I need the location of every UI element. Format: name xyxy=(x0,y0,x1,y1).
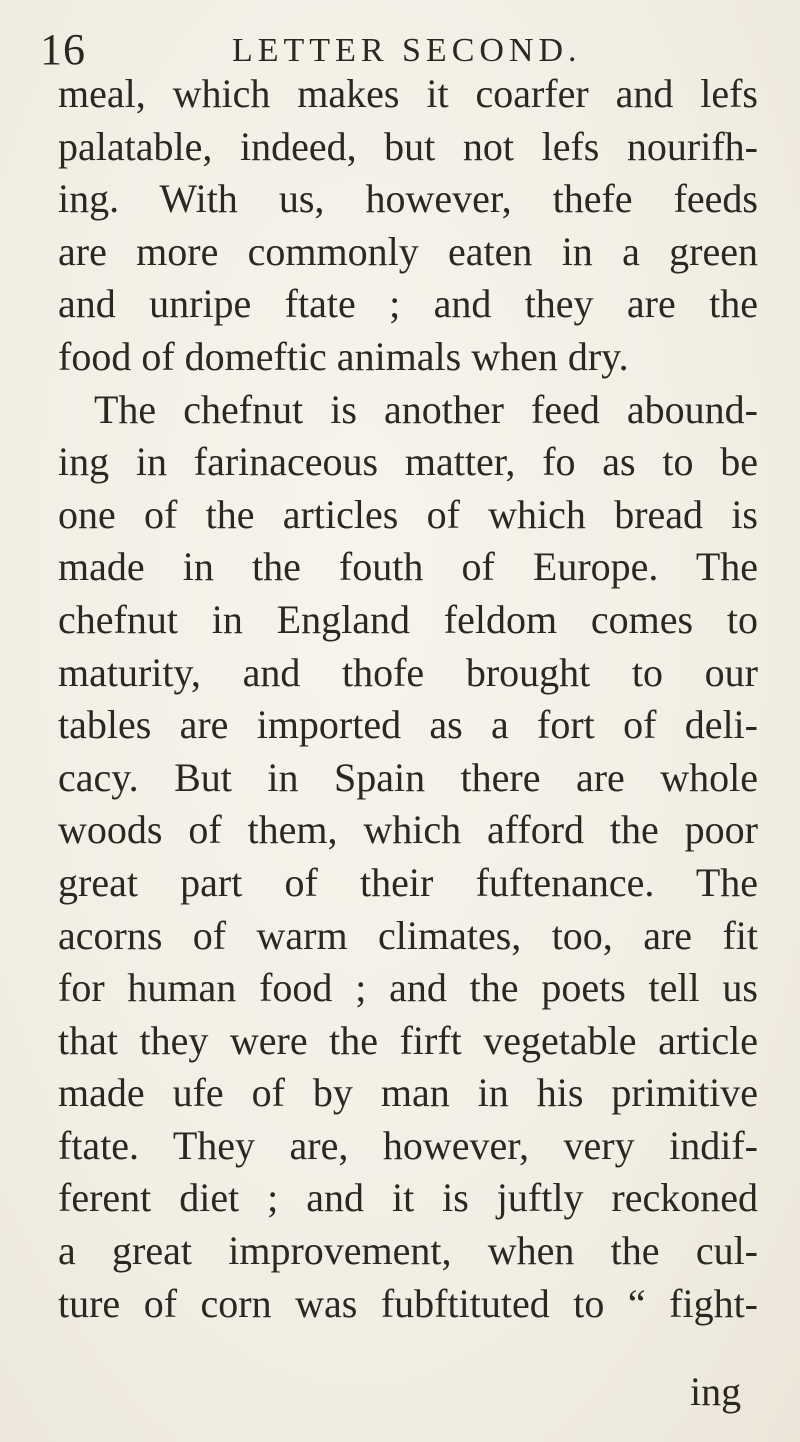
text-line: ftate. They are, however, very indif- xyxy=(58,1122,758,1168)
running-head: LETTER SECOND. xyxy=(232,32,582,69)
body-text xyxy=(58,68,758,1330)
text-line: woods of them, which afford the poor xyxy=(58,807,758,853)
text-line: tables are imported as a fort of deli- xyxy=(58,702,758,748)
text-line: and unripe ftate ; and they are the xyxy=(58,281,758,327)
text-line: ferent diet ; and it is juftly reckoned xyxy=(58,1175,758,1221)
text-line: ing in farinaceous matter, fo as to be xyxy=(58,439,758,485)
text-line: meal, which makes it coarfer and lefs xyxy=(58,71,758,116)
text-line: one of the articles of which bread is xyxy=(58,491,758,537)
text-line: acorns of warm climates, too, are fit xyxy=(58,912,758,958)
text-line: ture of corn was fubftituted to “ fight- xyxy=(58,1280,758,1326)
text-line: chefnut in England feldom comes to xyxy=(58,596,758,642)
page-number: 16 xyxy=(40,25,86,74)
text-line: ing. With us, however, thefe feeds xyxy=(58,176,758,222)
text-line: a great improvement, when the cul- xyxy=(58,1228,758,1274)
text-line: great part of their fuftenance. The xyxy=(58,859,758,905)
text-line: food of domeftic animals when dry. xyxy=(58,333,629,379)
text-line: palatable, indeed, but not lefs nourifh- xyxy=(58,123,758,169)
text-line: maturity, and thofe brought to our xyxy=(58,649,758,695)
text-line: made in the fouth of Europe. The xyxy=(58,544,758,590)
text-line: are more commonly eaten in a green xyxy=(58,228,758,274)
text-line: for human food ; and the poets tell us xyxy=(58,965,758,1011)
catchword: ing xyxy=(690,1369,742,1414)
text-line: The chefnut is another feed abound- xyxy=(94,386,758,432)
text-line: cacy. But in Spain there are whole xyxy=(58,754,758,800)
text-line: made ufe of by man in his primitive xyxy=(58,1070,758,1116)
text-line: that they were the firft vegetable article xyxy=(58,1017,758,1063)
